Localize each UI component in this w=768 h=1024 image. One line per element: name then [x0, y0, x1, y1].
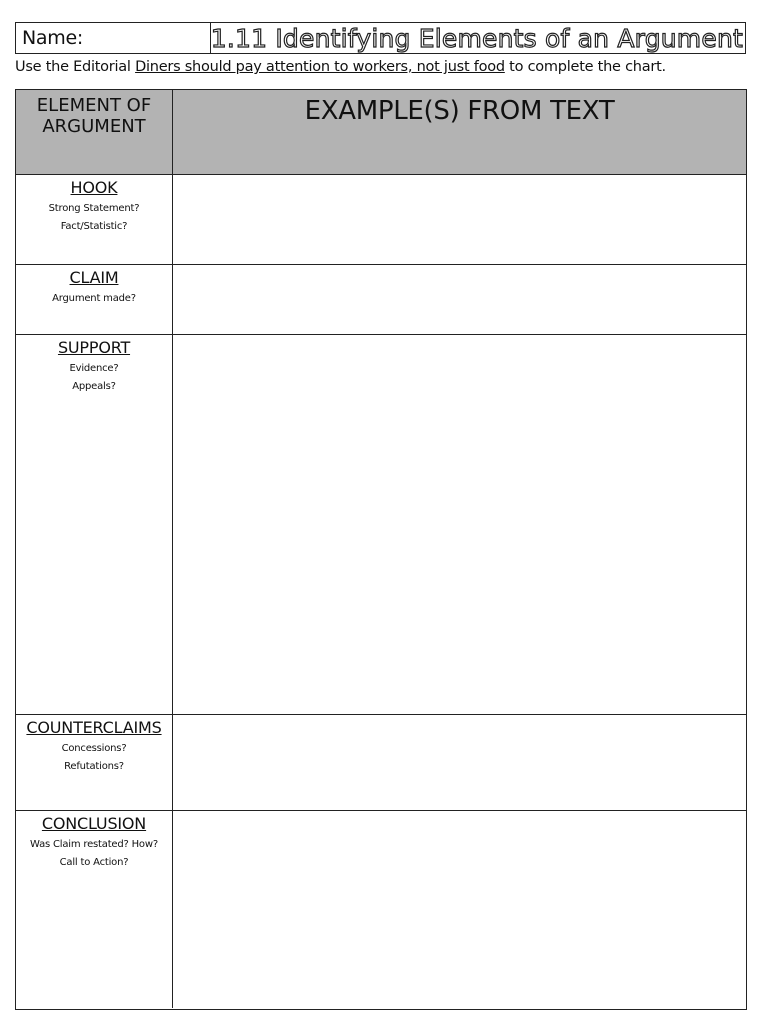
prompt: Refutations? — [64, 761, 124, 772]
prompt: Argument made? — [52, 293, 136, 304]
answer-cell-conclusion[interactable] — [173, 811, 746, 1008]
element-name: HOOK — [70, 178, 118, 197]
element-cell — [16, 715, 173, 810]
row-claim — [16, 265, 746, 335]
name-field[interactable] — [16, 23, 211, 53]
element-name: SUPPORT — [57, 338, 131, 357]
prompt: Evidence? — [69, 363, 119, 374]
answer-cell-support[interactable] — [173, 335, 746, 714]
row-counterclaims — [16, 715, 746, 811]
prompt: Strong Statement? — [48, 203, 140, 214]
worksheet-title: 1.11 Identifying Elements of an Argument — [210, 23, 743, 53]
element-cell — [16, 265, 173, 334]
element-name: CONCLUSION — [41, 814, 147, 833]
prompt: Was Claim restated? How? — [30, 839, 158, 850]
argument-chart — [15, 89, 747, 1010]
worksheet-header — [15, 22, 746, 54]
col-header-element: ELEMENT OF ARGUMENT — [16, 90, 173, 174]
title-cell — [211, 23, 745, 53]
instructions — [15, 59, 755, 75]
chart-header-row — [16, 90, 746, 175]
instructions-before: Use the Editorial — [15, 59, 136, 75]
element-cell — [16, 811, 173, 1008]
row-hook — [16, 175, 746, 265]
element-cell — [16, 175, 173, 264]
prompt: Call to Action? — [59, 857, 129, 868]
col-header-examples: EXAMPLE(S) FROM TEXT — [304, 96, 615, 126]
prompt: Fact/Statistic? — [60, 221, 128, 232]
row-support — [16, 335, 746, 715]
element-name: CLAIM — [69, 268, 119, 287]
answer-cell-claim[interactable] — [173, 265, 746, 334]
article-title: Diners should pay attention to workers, not just food — [135, 59, 505, 75]
prompt: Appeals? — [72, 381, 116, 392]
answer-cell-counterclaims[interactable] — [173, 715, 746, 810]
name-label: Name: — [22, 27, 83, 49]
element-cell — [16, 335, 173, 714]
element-name: COUNTERCLAIMS — [26, 718, 162, 737]
answer-cell-hook[interactable] — [173, 175, 746, 264]
instructions-after: to complete the chart. — [504, 59, 666, 75]
prompt: Concessions? — [61, 743, 127, 754]
row-conclusion — [16, 811, 746, 1008]
